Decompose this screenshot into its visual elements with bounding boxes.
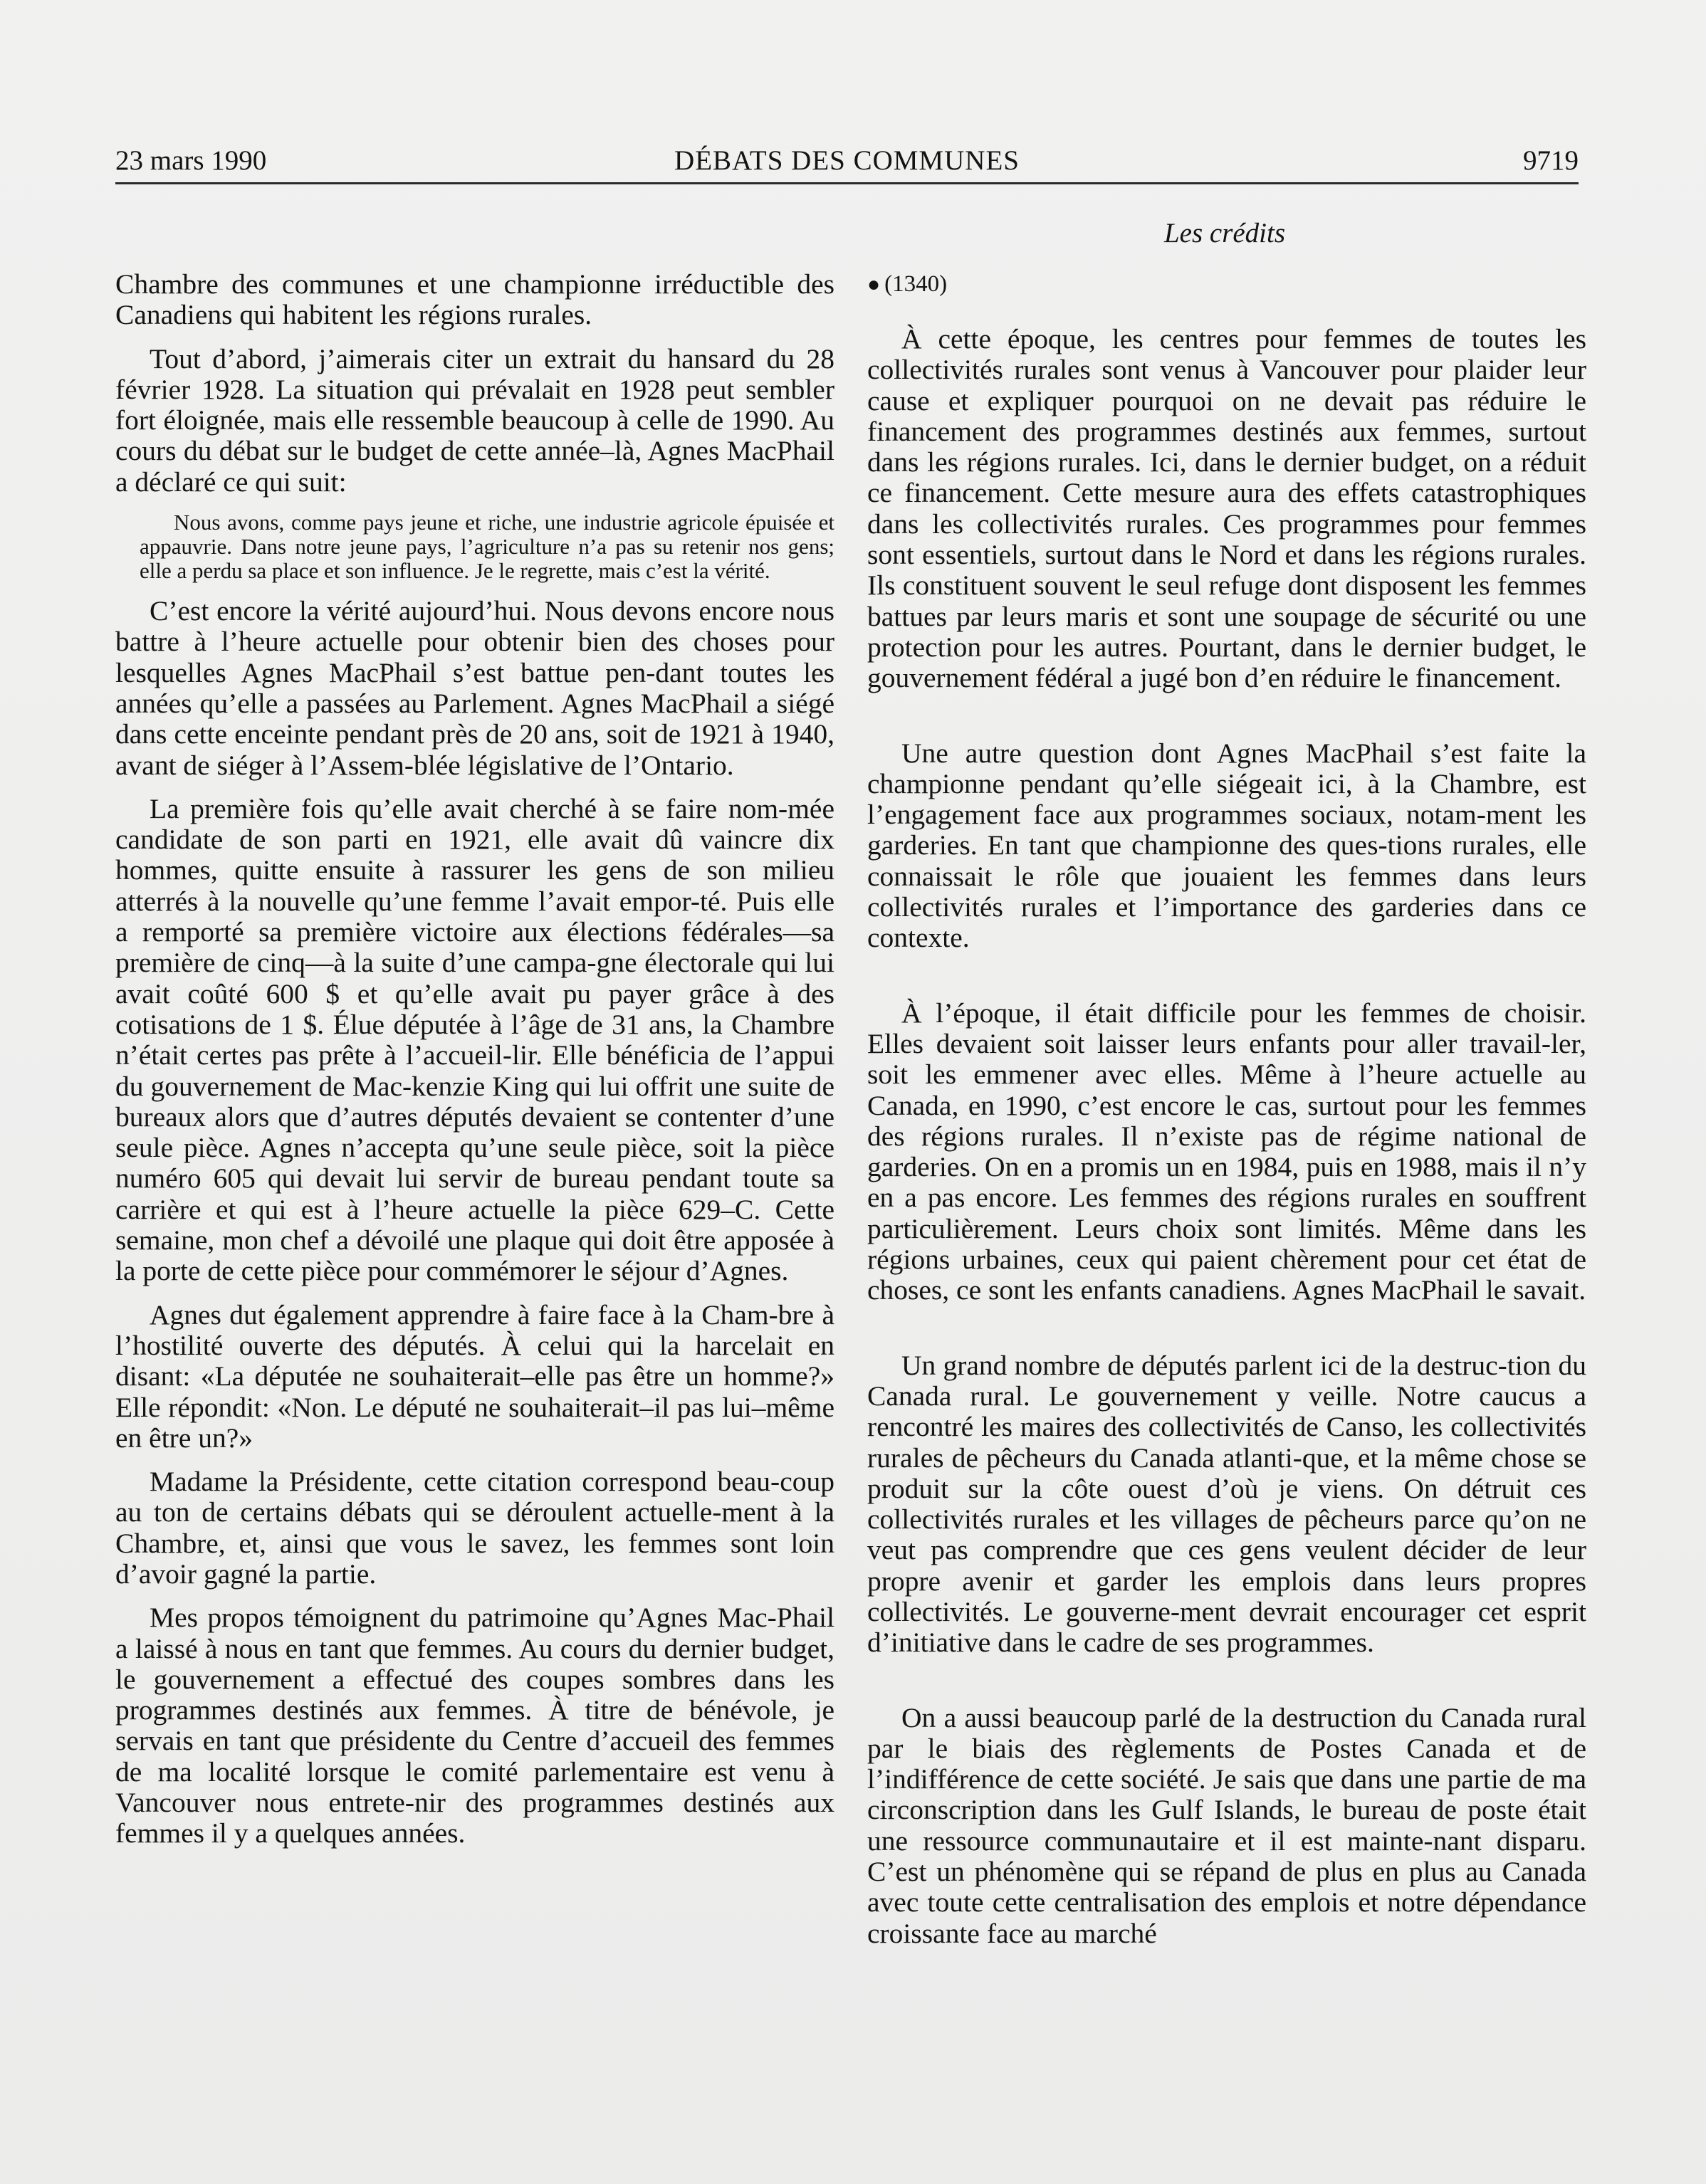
paragraph: À l’époque, il était difficile pour les femmes de choisir. Elles devaient soit laisser leurs enfants pour aller travail-ler, soit les emmener avec elles. Même à l’heure actuelle au Canada, en 1990, c’est encore le cas, surtout pour les femmes des régions rurales. Il n’existe pas de régime national de garderies. On en a promis un en 1984, puis en 1988, mais il n’y en a pas encore. Les femmes des régions rurales en souffrent particulièrement. Leurs choix sont limités. Même dans les régions urbaines, ceux qui paient chèrement pour cet état de choses, ce sont les enfants canadiens. Agnes MacPhail le savait.: [867, 997, 1586, 1306]
header-date: 23 mars 1990: [115, 145, 267, 176]
header-title: DÉBATS DES COMMUNES: [674, 145, 1020, 176]
paragraph: La première fois qu’elle avait cherché à se faire nom-mée candidate de son parti en 1921, elle avait dû vaincre dix hommes, quitte ensuite à rassurer les gens de son milieu atterrés à la nouvelle qu’une femme l’avait empor-té. Puis elle a remporté sa première victoire aux élections fédérales—sa première de cinq—à la suite d’une campa-gne électorale qui lui avait coûté 600 $ et qu’elle avait pu payer grâce à des cotisations de 1 $. Élue députée à l’âge de 31 ans, la Chambre n’était certes pas prête à l’accueil-lir. Elle bénéficia de l’appui du gouvernement de Mac-kenzie King qui lui offrit une suite de bureaux alors que d’autres députés devaient se contenter d’une seule pièce. Agnes n’accepta qu’une seule pièce, soit la pièce numéro 605 qui devait lui servir de bureau pendant toute sa carrière et qui est à l’heure actuelle la pièce 629–C. Cette semaine, mon chef a dévoilé une plaque qui doit être apposée à la porte de cette pièce pour commémorer le séjour d’Agnes.: [115, 792, 834, 1287]
paragraph: C’est encore la vérité aujourd’hui. Nous devons encore nous battre à l’heure actuelle pour obtenir bien des choses pour lesquelles Agnes MacPhail s’est battue pen-dant toutes les années qu’elle a passées au Parlement. Agnes MacPhail a siégé dans cette enceinte pendant près de 20 ans, soit de 1921 à 1940, avant de siéger à l’Assem-blée législative de l’Ontario.: [115, 595, 834, 781]
section-title: Les crédits: [1163, 218, 1286, 248]
paragraph: Tout d’abord, j’aimerais citer un extrait du hansard du 28 février 1928. La situation qui prévalait en 1928 peut sembler fort éloignée, mais elle ressemble beaucoup à celle de 1990. Au cours du débat sur le budget de cette année–là, Agnes MacPhail a déclaré ce qui suit:: [115, 342, 834, 498]
timestamp-text: (1340): [884, 271, 948, 297]
bullet-icon: ●: [867, 273, 881, 296]
quote-text: Nous avons, comme pays jeune et riche, une industrie agricole épuisée et appauvrie. Dans notre jeune pays, l’agriculture n’a pas su retenir nos gens; elle a perdu sa place et son influence. Je le regrette, mais c’est la vérité.: [140, 510, 834, 584]
paragraph: Agnes dut également apprendre à faire face à la Cham-bre à l’hostilité ouverte des députés. À celui qui la harcelait en disant: «La députée ne souhaiterait–elle pas être un homme?» Elle répondit: «Non. Le député ne souhaiterait–il pas lui–même en être un?»: [115, 1298, 834, 1454]
paragraph: Mes propos témoignent du patrimoine qu’Agnes Mac-Phail a laissé à nous en tant que femmes. Au cours du dernier budget, le gouvernement a effectué des coupes sombres dans les programmes destinés aux femmes. À titre de bénévole, je servais en tant que présidente du Centre d’accueil des femmes de ma localité lorsque le comité parlementaire est venu à Vancouver nous entrete-nir des programmes destinés aux femmes il y a quelques années.: [115, 1602, 834, 1849]
header-rule: [115, 182, 1579, 184]
page-header: [115, 141, 1579, 181]
paragraph: À cette époque, les centres pour femmes de toutes les collectivités rurales sont venus à Vancouver pour plaider leur cause et expliquer pourquoi on ne devait pas réduire le financement des programmes destinés aux femmes, surtout dans les régions rurales. Ici, dans le dernier budget, on a réduit ce financement. Cette mesure aura des effets catastrophiques dans les collectivités rurales. Ces programmes pour femmes sont essentiels, surtout dans le Nord et dans les régions rurales. Ils constituent souvent le seul refuge dont disposent les femmes battues par leurs maris et sont une soupage de sécurité ou une protection pour les autres. Pourtant, dans le dernier budget, le gouvernement fédéral a jugé bon d’en réduire le financement.: [867, 323, 1586, 694]
timestamp: [867, 269, 1586, 300]
block-quote: [140, 510, 834, 583]
paragraph: Un grand nombre de députés parlent ici de la destruc-tion du Canada rural. Le gouvernement y veille. Notre caucus a rencontré les maires des collectivités de Canso, les collectivités rurales de pêcheurs du Canada atlanti-que, et la même chose se produit sur la côte ouest d’où je viens. On détruit ces collectivités rurales et les villages de pêcheurs parce qu’on ne veut pas comprendre que ces gens veulent décider de leur propre avenir et garder les emplois dans leurs propres collectivités. Le gouverne-ment devrait encourager cet esprit d’initiative dans le cadre de ses programmes.: [867, 1349, 1586, 1659]
paragraph: Madame la Présidente, cette citation correspond beau-coup au ton de certains débats qui se déroulent actuelle-ment à la Chambre, et, ainsi que vous le savez, les femmes sont loin d’avoir gagné la partie.: [115, 1466, 834, 1590]
paragraph: On a aussi beaucoup parlé de la destruction du Canada rural par le biais des règlements de Postes Canada et de l’indifférence de cette société. Je sais que dans une partie de ma circonscription dans les Gulf Islands, le bureau de poste était une ressource communautaire et il est mainte-nant disparu. C’est un phénomène qui se répand de plus en plus au Canada avec toute cette centralisation des emplois et notre dépendance croissante face au marché: [867, 1701, 1586, 1949]
paragraph: Chambre des communes et une championne irréductible des Canadiens qui habitent les régions rurales.: [115, 268, 834, 331]
left-column: [115, 269, 834, 1862]
right-column: [867, 269, 1586, 1993]
paragraph: Une autre question dont Agnes MacPhail s’est faite la championne pendant qu’elle siégeait ici, à la Chambre, est l’engagement face aux programmes sociaux, notam-ment les garderies. En tant que championne des ques-tions rurales, elle connaissait le rôle que jouaient les femmes dans leurs collectivités rurales et l’importance des garderies dans ce contexte.: [867, 737, 1586, 954]
header-page-number: 9719: [1523, 145, 1579, 176]
